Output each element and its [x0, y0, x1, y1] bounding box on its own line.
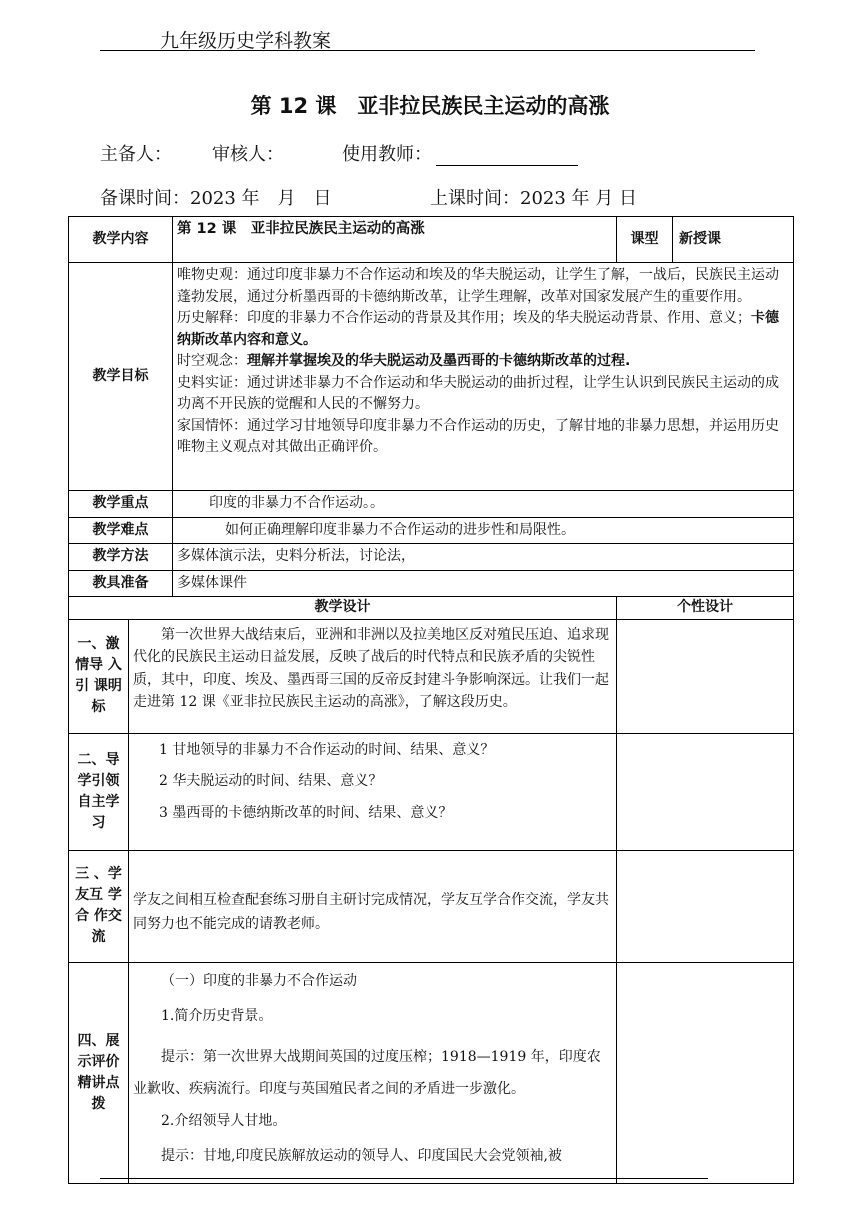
design-header: 教学设计 [69, 597, 617, 620]
difficulty-label: 教学难点 [69, 517, 173, 544]
footer-rule [100, 1178, 708, 1179]
s4-hint-1: 提示：第一次世界大战期间英国的过度压榨；1918—1919 年，印度农业歉收、疾病流行。印度与英国殖民者之间的矛盾进一步激化。 [133, 1048, 601, 1097]
goal-materialism: 唯物史观：通过印度非暴力不合作运动和埃及的华夫脱运动，让学生了解，一战后，民族民主运动蓬勃发展，通过分析墨西哥的卡德纳斯改革，让学生理解，改革对国家发展产生的重要作用。 [177, 267, 779, 305]
goals-cell [173, 263, 794, 491]
s4-heading: （一）印度的非暴力不合作运动 [161, 972, 357, 989]
section-4-personal [617, 962, 794, 1183]
preparer-label: 主备人： [100, 144, 172, 165]
teacher-label: 使用教师： [342, 144, 432, 165]
class-time: 上课时间：2023 年 月 日 [430, 188, 637, 209]
teacher-field [342, 140, 578, 166]
section-3-personal [617, 850, 794, 962]
method-value: 多媒体演示法，史料分析法，讨论法， [173, 544, 794, 571]
tools-label: 教具准备 [69, 570, 173, 597]
header-rule [100, 50, 755, 51]
tools-value: 多媒体课件 [173, 570, 794, 597]
s4-hint-2: 提示：甘地,印度民族解放运动的领导人、印度国民大会党领袖,被 [161, 1147, 562, 1164]
reviewer-label: 审核人： [212, 144, 284, 165]
section-3-text: 学友之间相互检查配套练习册自主研讨完成情况，学友互学合作交流，学友共同努力也不能完成的请教老师。 [129, 850, 617, 962]
content-label: 教学内容 [69, 217, 173, 263]
section-1-label: 一、激 情导 入引 课明标 [69, 619, 129, 733]
type-label: 课型 [617, 217, 673, 263]
page-header: 九年级历史学科教案 [160, 30, 332, 52]
section-4-label: 四、展示评价精讲点拨 [69, 962, 129, 1183]
section-1-personal [617, 619, 794, 733]
s4-item-2: 2.介绍领导人甘地。 [161, 1112, 287, 1129]
goal-interpretation: 历史解释：印度的非暴力不合作运动的背景及其作用；埃及的华夫脱运动背景、作用、意义；卡德纳斯改革内容和意义。 [177, 310, 779, 348]
teacher-blank-line [436, 147, 578, 166]
section-2-label: 二、导学引领自主学习 [69, 733, 129, 850]
section-2-personal [617, 733, 794, 850]
personal-header: 个性设计 [617, 597, 794, 620]
lesson-title: 第 12 课 亚非拉民族民主运动的高涨 [250, 94, 610, 118]
s4-item-1: 1.简介历史背景。 [161, 1007, 273, 1024]
section-2-questions [129, 733, 617, 850]
question-3: 3 墨西哥的卡德纳斯改革的时间、结果、意义？ [159, 804, 453, 821]
goals-label: 教学目标 [69, 263, 173, 491]
section-4-text [129, 962, 617, 1183]
method-label: 教学方法 [69, 544, 173, 571]
section-1-text: 第一次世界大战结束后，亚洲和非洲以及拉美地区反对殖民压迫、追求现代化的民族民主运动日益发展，反映了战后的时代特点和民族矛盾的尖锐性质，其中，印度、埃及、墨西哥三国的反帝反封建斗争影响深远。让我们一起走进第 12 课《亚非拉民族民主运动的高涨》，了解这段历史。 [129, 619, 617, 733]
key-value: 印度的非暴力不合作运动。。 [173, 491, 794, 518]
content-value: 第 12 课 亚非拉民族民主运动的高涨 [173, 217, 617, 263]
question-2: 2 华夫脱运动的时间、结果、意义？ [159, 773, 383, 789]
section-3-label: 三 、学 友互 学合 作交流 [69, 850, 129, 962]
goal-spacetime: 时空观念：理解并掌握埃及的华夫脱运动及墨西哥的卡德纳斯改革的过程. [177, 353, 631, 369]
key-label: 教学重点 [69, 491, 173, 518]
lesson-plan-table [68, 216, 794, 1184]
question-1: 1 甘地领导的非暴力不合作运动的时间、结果、意义？ [159, 741, 495, 758]
difficulty-value: 如何正确理解印度非暴力不合作运动的进步性和局限性。 [173, 517, 794, 544]
goal-patriotism: 家国情怀：通过学习甘地领导印度非暴力不合作运动的历史，了解甘地的非暴力思想，并运用历史唯物主义观点对其做出正确评价。 [177, 417, 779, 455]
type-value: 新授课 [673, 217, 794, 263]
prep-time: 备课时间：2023 年 月 日 [100, 188, 332, 209]
goal-evidence: 史料实证：通过讲述非暴力不合作运动和华夫脱运动的曲折过程，让学生认识到民族民主运动的成功离不开民族的觉醒和人民的不懈努力。 [177, 374, 779, 412]
